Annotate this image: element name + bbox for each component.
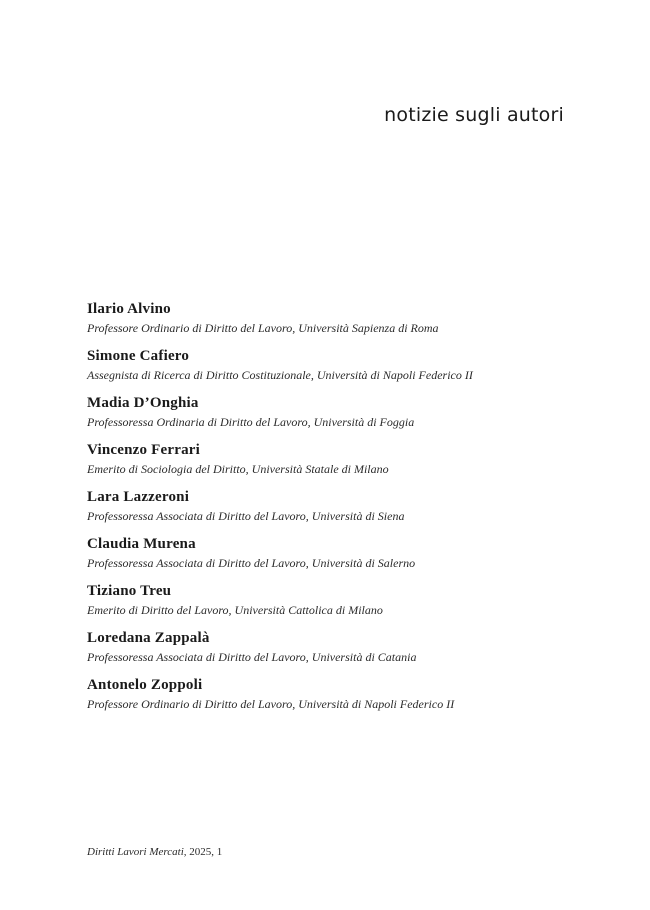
author-affiliation: Professoressa Ordinaria di Diritto del Lavoro, Università di Foggia <box>87 415 415 429</box>
author-entry <box>87 629 587 676</box>
author-entry <box>87 676 587 723</box>
author-entry <box>87 582 587 629</box>
author-affiliation: Emerito di Sociologia del Diritto, Università Statale di Milano <box>87 462 389 476</box>
author-name: Antonelo Zoppoli <box>87 677 203 693</box>
author-entry <box>87 441 587 488</box>
author-name: Tiziano Treu <box>87 583 172 599</box>
authors-list <box>87 300 587 723</box>
running-footer <box>87 846 222 858</box>
author-affiliation: Assegnista di Ricerca di Diritto Costituzionale, Università di Napoli Federico II <box>87 368 473 382</box>
author-name: Loredana Zappalà <box>87 630 210 646</box>
author-name: Lara Lazzeroni <box>87 489 190 505</box>
author-entry <box>87 488 587 535</box>
author-affiliation: Professoressa Associata di Diritto del Lavoro, Università di Catania <box>87 650 417 664</box>
author-name: Claudia Murena <box>87 536 196 552</box>
author-affiliation: Professoressa Associata di Diritto del Lavoro, Università di Salerno <box>87 556 416 570</box>
author-entry <box>87 394 587 441</box>
author-affiliation: Professore Ordinario di Diritto del Lavoro, Università di Napoli Federico II <box>87 697 455 711</box>
author-entry <box>87 535 587 582</box>
author-name: Madia D’Onghia <box>87 395 199 411</box>
author-entry <box>87 347 587 394</box>
author-affiliation: Professoressa Associata di Diritto del Lavoro, Università di Siena <box>87 509 405 523</box>
author-name: Ilario Alvino <box>87 301 171 317</box>
author-affiliation: Professore Ordinario di Diritto del Lavoro, Università Sapienza di Roma <box>87 321 439 335</box>
author-affiliation: Emerito di Diritto del Lavoro, Università Cattolica di Milano <box>87 603 383 617</box>
author-entry <box>87 300 587 347</box>
page-title: notizie sugli autori <box>384 104 564 126</box>
issue-number: 2025, 1 <box>189 846 223 858</box>
author-name: Simone Cafiero <box>87 348 190 364</box>
author-name: Vincenzo Ferrari <box>87 442 201 458</box>
journal-name: Diritti Lavori Mercati, <box>87 846 187 858</box>
